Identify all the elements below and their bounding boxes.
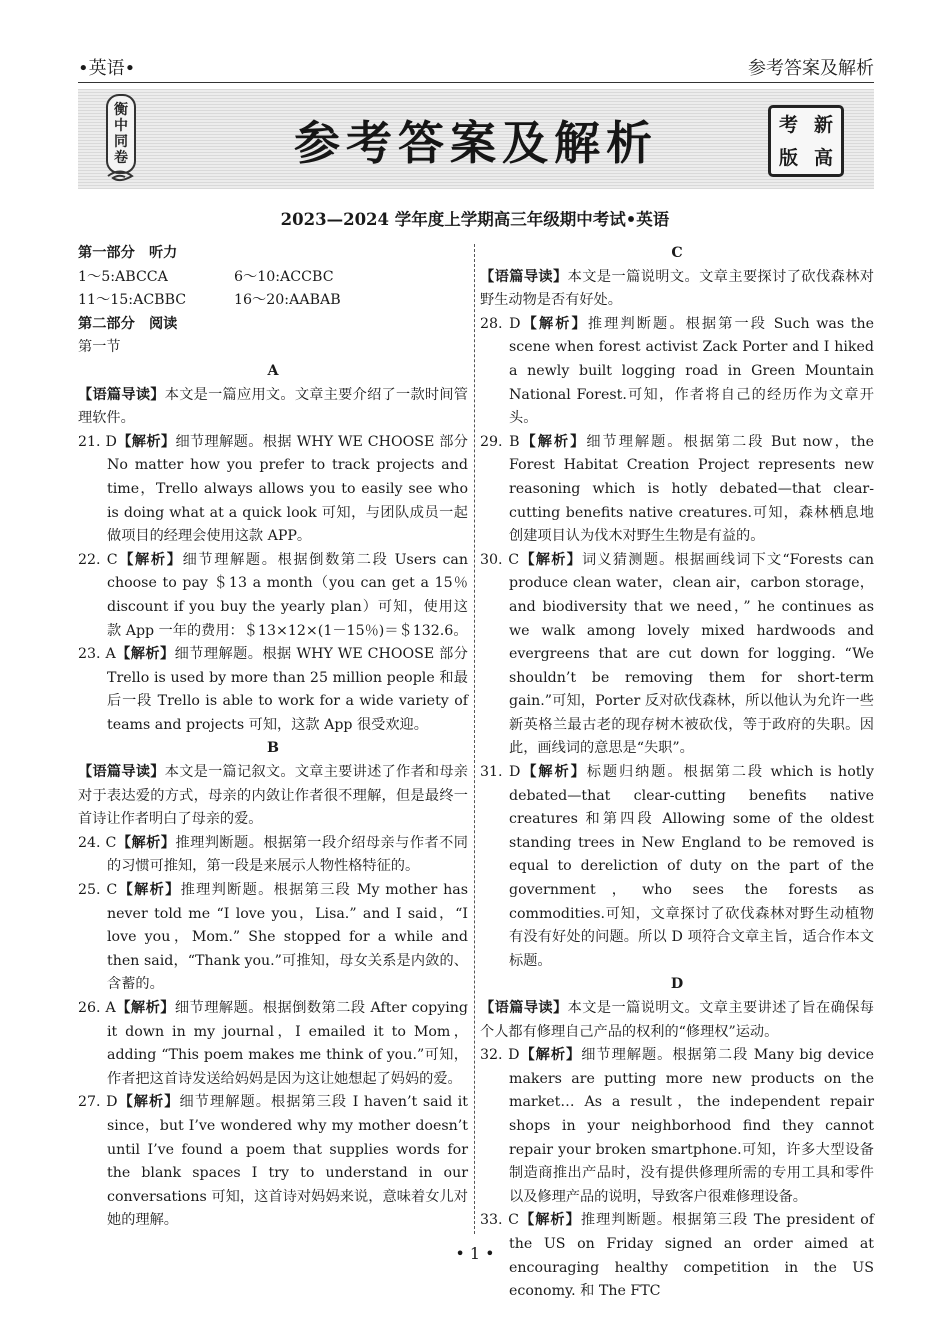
guide-tag: 【语篇导读】	[78, 764, 165, 781]
item-text: 推理判断题。根据第一段 Such was the scene when forest activist Zack Porter and I hiked a newly built logging road in Green Mountain National Forest.可知，作者将自己的经历作为文章开头。	[509, 315, 874, 427]
passage-letter: D	[670, 976, 684, 993]
answer-item	[78, 1091, 468, 1233]
guide-text: 本文是一篇说明文。文章主要讲述了旨在确保每个人都有修理自己产品的权利的“修理权”运动。	[480, 1000, 874, 1040]
item-text: 细节理解题。根据第二段 But now，the Forest Habitat Creation Project represents new reasoning which is hotly debated—that clear-cutting benefits native creatures.可知，森林栖息地创建项目认为伐木对野生生物是有益的。	[509, 433, 875, 545]
listening-row	[78, 289, 468, 313]
banner-title: 参考答案及解析	[294, 116, 658, 170]
item-text: 细节理解题。根据 WHY WE CHOOSE 部分 No matter how you prefer to track projects and time，Trello always allows you to easily see who is doing what at a quick look 可知，与团队成员一起做项目的经理会使用这款 APP。	[107, 433, 468, 545]
analysis-tag: 【解析】	[519, 1047, 582, 1064]
page-number: • 1 •	[455, 1244, 495, 1263]
passage-letter: B	[267, 740, 279, 757]
analysis-tag: 【解析】	[520, 315, 588, 332]
title-banner	[78, 89, 874, 189]
item-number: 21. D	[78, 433, 117, 450]
passage-guide	[480, 266, 874, 313]
analysis-tag: 【解析】	[117, 551, 183, 568]
passage-guide	[78, 384, 468, 431]
analysis-tag: 【解析】	[519, 551, 583, 568]
analysis-tag: 【解析】	[518, 1212, 581, 1229]
document-title: 2023—2024 学年度上学期高三年级期中考试•英语	[280, 210, 670, 229]
answer-item	[78, 997, 468, 1091]
answer-item	[480, 761, 874, 973]
page-header	[78, 52, 874, 83]
item-number: 24. C	[78, 834, 117, 851]
subject-label: •英语•	[78, 58, 136, 79]
new-edition-badge	[768, 105, 844, 177]
seal-char: 卷	[114, 150, 128, 166]
answer-item	[480, 549, 874, 761]
column-divider	[474, 244, 475, 1234]
seal-char: 衡	[114, 102, 128, 118]
section-label: 参考答案及解析	[748, 58, 874, 79]
answer-item	[78, 832, 468, 879]
guide-text: 本文是一篇记叙文。文章主要讲述了作者和母亲对于表达爱的方式，母亲的内敛让作者很不理解，但是最终一首诗让作者明白了母亲的爱。	[78, 764, 468, 828]
passage-letter: C	[671, 245, 683, 261]
guide-text: 本文是一篇说明文。文章主要探讨了砍伐森林对野生动物是否有好处。	[480, 268, 874, 309]
guide-tag: 【语篇导读】	[480, 1000, 568, 1016]
item-text: 推理判断题。根据第三段 The president of the US on Friday signed an order aimed at encouraging healthy competition in the US economy. 和 The FTC	[509, 1212, 874, 1300]
item-text: 标题归纳题。根据第二段 which is hotly debated—that clear-cutting benefits native creatures 和第四段 Allowing some of the oldest standing trees in New England to be removed is equal to dereliction of duty on the part of the government，who sees the forests as commodities.可知，文章探讨了砍伐森林对野生动植物有没有好处的问题。所以 D 项符合文章主旨，适合作本文标题。	[509, 764, 874, 969]
item-number: 27. D	[78, 1094, 118, 1111]
guide-tag: 【语篇导读】	[480, 268, 568, 285]
item-number: 28. D	[480, 315, 521, 332]
badge-char: 新	[813, 113, 833, 136]
analysis-tag: 【解析】	[519, 433, 587, 450]
item-text: 推理判断题。根据第一段介绍母亲与作者不同的习惯可推知，第一段是来展示人物性格特征的。	[107, 834, 468, 875]
analysis-tag: 【解析】	[116, 433, 176, 450]
part-heading: 第一部分 听力	[78, 245, 178, 261]
analysis-tag: 【解析】	[117, 882, 181, 899]
analysis-tag: 【解析】	[117, 1094, 180, 1111]
section-heading: 第一节	[78, 339, 121, 356]
item-text: 细节理解题。根据倒数第二段 Users can choose to pay ＄13 a month（you can get a 15％ discount if you buy the yearly plan）可知，使用这款 App 一年的费用：＄13×12×(1－15％)＝＄132.6。	[107, 551, 468, 639]
answer-item	[78, 643, 468, 737]
answer-item	[480, 313, 874, 431]
answer-group: 1～5:ABCCA	[78, 268, 168, 285]
answer-item	[78, 549, 468, 643]
analysis-tag: 【解析】	[115, 646, 175, 663]
guide-text: 本文是一篇应用文。文章主要介绍了一款时间管理软件。	[78, 386, 468, 427]
item-number: 30. C	[480, 551, 520, 568]
answer-group: 16～20:AABAB	[234, 292, 341, 309]
analysis-tag: 【解析】	[520, 764, 587, 781]
item-number: 33. C	[480, 1212, 519, 1229]
answer-item	[78, 879, 468, 997]
item-text: 词义猜测题。根据画线词下文“Forests can produce clean water，clean air，carbon storage，and biodiversity that we need，” he continues as we walk among lovely mixed hardwoods and evergreens that are cut down for logging. “We shouldn’t be removing them for short-term gain.”可知，Porter 反对砍伐森林，所以他认为允许一些新英格兰最古老的现存树木被砍伐，等于政府的失职。因此，画线词的意思是“失职”。	[509, 551, 874, 757]
item-text: 细节理解题。根据第三段 I haven’t said it since，but I’ve wondered why my mother doesn’t until I’ve found a poem that supplies words for the blank spaces I try to understand in our conversations 可知，这首诗对妈妈来说，意味着女儿对她的理解。	[107, 1094, 468, 1229]
answer-item	[480, 1044, 874, 1209]
passage-letter: A	[267, 362, 279, 379]
item-text: 细节理解题。根据第二段 Many big device makers are putting more new products on the market… As a result，the independent repair shops in your neighborhood find they cannot repair your broken smartphone.可知，许多大型设备制造商推出产品时，没有提供修理所需的专用工具和零件以及修理产品的说明，导致客户很难修理设备。	[509, 1047, 874, 1205]
right-column	[480, 242, 874, 1304]
item-text: 细节理解题。根据 WHY WE CHOOSE 部分 Trello is used by more than 25 million people 和最后一段 Trello is able to work for a wide variety of teams and projects 可知，这款 App 很受欢迎。	[107, 646, 468, 733]
guide-tag: 【语篇导读】	[78, 386, 165, 403]
answer-item	[78, 431, 468, 549]
analysis-tag: 【解析】	[115, 1000, 175, 1016]
item-number: 26. A	[78, 1000, 116, 1016]
passage-guide	[480, 997, 874, 1044]
listening-row	[78, 266, 468, 290]
item-number: 22. C	[78, 551, 118, 568]
item-number: 23. A	[78, 646, 116, 663]
badge-char: 版	[778, 146, 798, 169]
passage-guide	[78, 761, 468, 832]
analysis-tag: 【解析】	[116, 834, 176, 851]
seal-char: 中	[114, 118, 128, 134]
item-number: 25. C	[78, 882, 118, 899]
answer-item	[480, 431, 874, 549]
answer-group: 6～10:ACCBC	[234, 268, 334, 285]
item-number: 29. B	[480, 433, 520, 450]
answer-group: 11～15:ACBBC	[78, 292, 187, 309]
badge-char: 高	[813, 146, 833, 169]
item-number: 31. D	[480, 764, 521, 781]
seal-char: 同	[114, 134, 128, 150]
item-text: 细节理解题。根据倒数第二段 After copying it down in my journal，I emailed it to Mom，adding “This poem makes me think of you.”可知，作者把这首诗发送给妈妈是因为这让她想起了妈妈的爱。	[107, 1000, 468, 1087]
left-column	[78, 242, 468, 1233]
item-text: 推理判断题。根据第三段 My mother has never told me “I love you，Lisa.” and I said，“I love you，Mom.” She stopped for a while and then said，“Thank you.”可推知，母女关系是内敛的、含蓄的。	[107, 882, 468, 993]
item-number: 32. D	[480, 1047, 520, 1064]
part-heading: 第二部分 阅读	[78, 315, 178, 332]
badge-char: 考	[778, 113, 798, 136]
